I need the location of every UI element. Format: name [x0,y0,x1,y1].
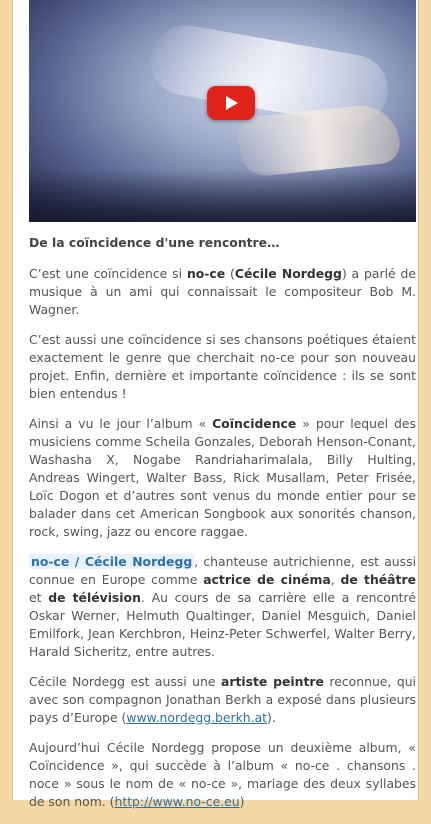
paragraph-3 [29,415,416,541]
bold-text: Cécile Nordegg [234,266,342,281]
bold-text: artiste peintre [220,674,324,689]
paragraph-4 [29,553,416,661]
text: C’est une coïncidence si [29,266,187,281]
text: reconnue, qui avec son compagnon Jonathan Berkh a exposé dans plusieurs pays d’Europe ( [29,674,416,725]
paragraph-5 [29,673,416,727]
text: Aujourd’hui Cécile Nordegg propose un deuxième album, « Coïncidence », qui succède à l’album « no-ce . chansons . noce » sous le nom de « no-ce », mariage des deux syllabes de son nom. ( [29,740,416,809]
youtube-play-icon[interactable] [207,86,255,120]
paragraph-2: C’est aussi une coïncidence si ses chansons poétiques étaient exactement le genre que cherchait no-ce pour son nouveau projet. Enfin, dernière et importante coïncidence : ils se sont bien entendus ! [29,332,416,401]
text: Ainsi a vu le jour l’album « [29,416,213,431]
text: , chanteuse autrichienne, est aussi connue en Europe comme [29,554,417,587]
video-thumbnail-shade [29,170,416,222]
text: . Au cours de sa carrière elle a rencontré Oskar Werner, Helmuth Qualtinger, Daniel Mesguich, Daniel Emilfork, Jean Kerchbron, Heinz-Peter Schwerfel, Walter Berry, Harald Sicheritz, entre autres. [29,590,416,659]
bold-text: de théâtre [340,572,416,587]
no-ce-link[interactable]: no-ce / Cécile Nordegg [31,554,193,569]
paragraph-1 [29,265,416,319]
text: et [29,590,49,605]
text: ). [267,710,276,725]
video-player[interactable] [29,0,416,222]
text: ) a parlé de musique à un ami qui connaissait le compositeur Bob M. Wagner. [29,266,416,317]
text: Cécile Nordegg est aussi une [29,674,221,689]
bold-text: Coïncidence [212,416,297,431]
article-heading: De la coïncidence d'une rencontre… [29,235,280,250]
text: ) [239,794,245,809]
article-card [12,0,419,809]
text: , [330,572,341,587]
bold-text: no-ce [186,266,226,281]
text: » pour lequel des musiciens comme Scheila Gonzales, Deborah Henson-Conant, Washasha X, Nogabe Randriaharimalala, Billy Hulting, Andreas Wingert, Walter Bass, Rick Musallam, Peter Frisée, Loïc Dogon et d’autres sont venus du monde entier pour se balader dans cet American Songbook aux sonorités chanson, rock, swing, jazz ou encore raggae. [29,416,416,539]
article-body [29,234,416,824]
bold-text: actrice de cinéma [203,572,331,587]
text: ( [225,266,235,281]
video-thumbnail-figure [236,102,401,178]
paragraph-6 [29,739,416,811]
play-triangle-icon [226,96,238,110]
nordegg-website-link[interactable]: www.nordegg.berkh.at [126,710,268,725]
no-ce-website-link[interactable]: http://www.no-ce.eu [114,794,240,809]
bold-text: de télévision [48,590,141,605]
